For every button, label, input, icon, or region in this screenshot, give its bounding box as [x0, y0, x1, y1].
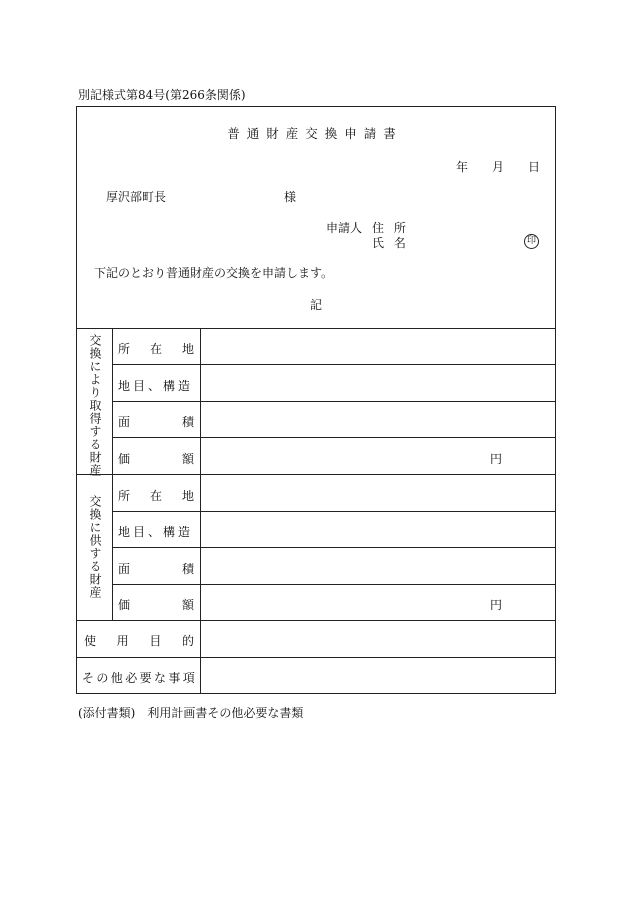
divider-g2-r3 — [112, 584, 556, 585]
attachment-note: (添付書類) 利用計画書その他必要な書類 — [78, 706, 304, 720]
row-landuse-label: 地目、構造 — [118, 525, 194, 539]
group-offered-label: 交換に供する財産 — [88, 495, 102, 599]
applicant-address-label: 住 所 — [372, 221, 409, 235]
divider-label-col — [200, 328, 201, 694]
purpose-label: 使 用 目 的 — [84, 634, 194, 648]
ki-heading: 記 — [310, 298, 323, 312]
row-location-label: 所 在 地 — [118, 342, 194, 356]
row-area-label: 面 積 — [118, 415, 194, 429]
divider-g1-r1 — [112, 364, 556, 365]
currency-yen: 円 — [490, 598, 503, 612]
applicant-name-label: 氏 名 — [372, 236, 409, 250]
form-title: 普通財産交換申請書 — [227, 126, 403, 141]
date-year: 年 — [456, 160, 469, 174]
date-month: 月 — [492, 160, 505, 174]
row-landuse-label: 地目、構造 — [118, 379, 194, 393]
divider-purpose — [76, 620, 556, 621]
other-matters-label: その他必要な事項 — [82, 671, 198, 685]
addressee-suffix: 様 — [284, 190, 297, 204]
divider-g1-r2 — [112, 401, 556, 402]
row-location-label: 所 在 地 — [118, 489, 194, 503]
form-reference: 別記様式第84号(第266条関係) — [78, 88, 246, 102]
seal-mark: 印 — [524, 234, 539, 249]
addressee-name: 厚沢部町長 — [106, 190, 167, 204]
row-area-label: 面 積 — [118, 562, 194, 576]
group-acquired-label: 交換により取得する財産 — [88, 334, 102, 477]
body-text: 下記のとおり普通財産の交換を申請します。 — [94, 266, 334, 280]
date-day: 日 — [528, 160, 541, 174]
divider-other — [76, 657, 556, 658]
divider-g2-r2 — [112, 547, 556, 548]
divider-group-col — [112, 328, 113, 620]
divider-group — [76, 474, 556, 475]
divider-g1-r3 — [112, 437, 556, 438]
divider-g2-r1 — [112, 511, 556, 512]
divider-header — [76, 328, 556, 329]
row-price-label: 価 額 — [118, 598, 194, 612]
row-price-label: 価 額 — [118, 452, 194, 466]
applicant-label: 申請人 — [326, 221, 363, 235]
currency-yen: 円 — [490, 452, 503, 466]
